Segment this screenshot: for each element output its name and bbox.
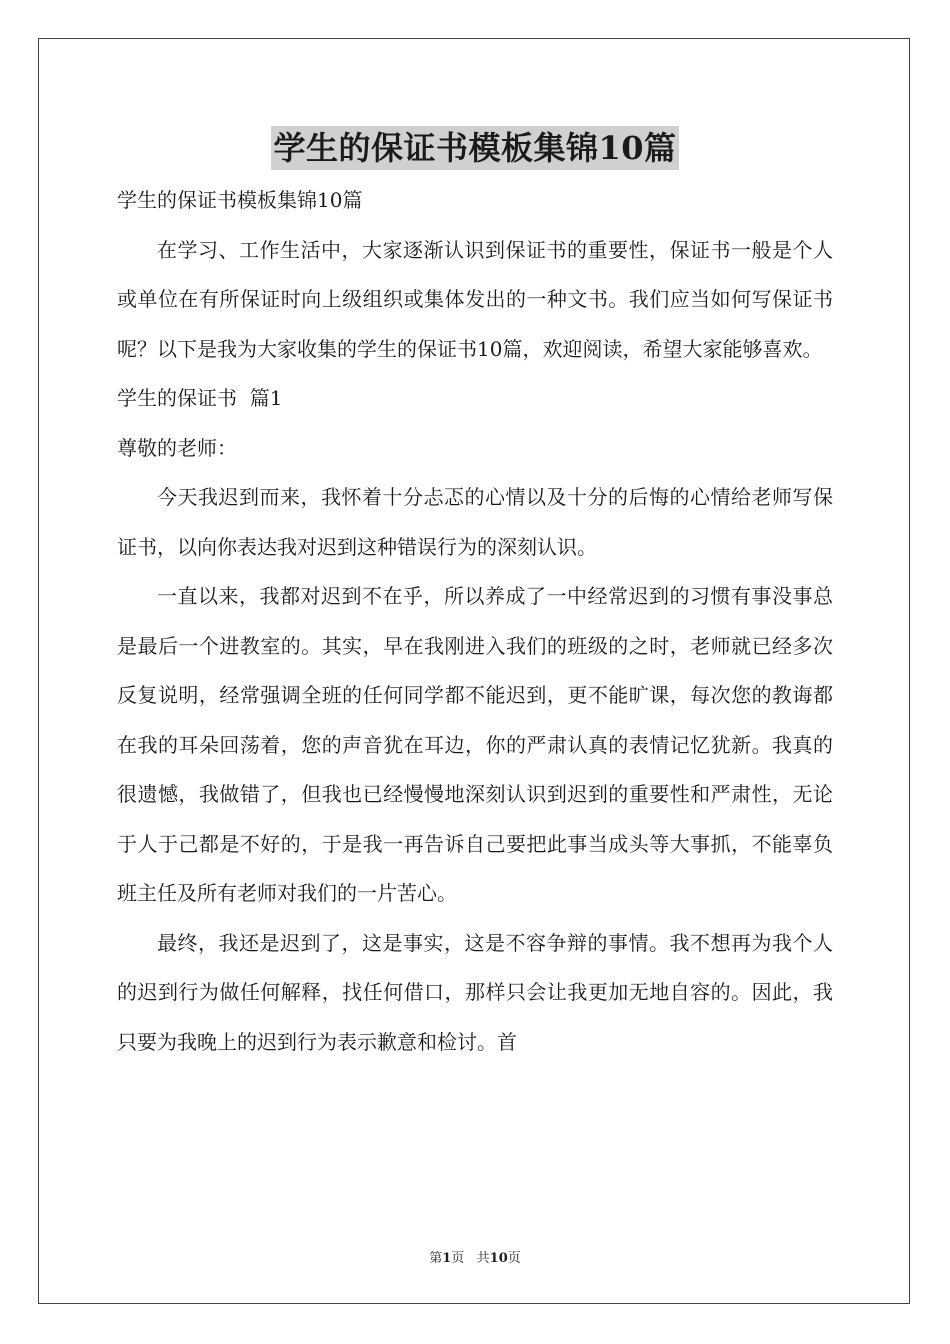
footer-suffix: 页: [507, 1251, 521, 1266]
paragraph: 在学习、工作生活中，大家逐渐认识到保证书的重要性，保证书一般是个人或单位在有所保证时向上级组织或集体发出的一种文书。我们应当如何写保证书呢？以下是我为大家收集的学生的保证书10篇，欢迎阅读，希望大家能够喜欢。: [117, 237, 833, 361]
document-title: 学生的保证书模板集锦10篇: [271, 126, 678, 170]
section-heading: 学生的保证书 篇1: [117, 386, 283, 410]
footer-prefix: 第: [429, 1251, 443, 1266]
title-wrap: [0, 126, 950, 170]
paragraph: 最终，我还是迟到了，这是事实，这是不容争辩的事情。我不想再为我个人的迟到行为做任何解释，找任何借口，那样只会让我更加无地自容的。因此，我只要为我晚上的迟到行为表示歉意和检讨。首: [117, 930, 833, 1054]
salutation: 尊敬的老师：: [117, 435, 237, 460]
footer-page-number: 1: [442, 1251, 452, 1266]
paragraph: 今天我迟到而来，我怀着十分忐忑的心情以及十分的后悔的心情给老师写保证书，以向你表达我对迟到这种错误行为的深刻认识。: [117, 485, 833, 559]
footer-mid: 页 共: [451, 1251, 490, 1266]
page-footer: [0, 1247, 950, 1266]
footer-total-pages: 10: [489, 1251, 508, 1266]
document-body: [117, 176, 833, 1067]
paragraph: 一直以来，我都对迟到不在乎，所以养成了一中经常迟到的习惯有事没事总是最后一个进教室的。其实，早在我刚进入我们的班级的之时，老师就已经多次反复说明，经常强调全班的任何同学都不能迟到，更不能旷课，每次您的教诲都在我的耳朵回荡着，您的声音犹在耳边，你的严肃认真的表情记忆犹新。我真的很遗憾，我做错了，但我也已经慢慢地深刻认识到迟到的重要性和严肃性，无论于人于己都是不好的，于是我一再告诉自己要把此事当成头等大事抓，不能辜负班主任及所有老师对我们的一片苦心。: [117, 584, 833, 905]
paragraph: 学生的保证书模板集锦10篇: [117, 188, 363, 212]
